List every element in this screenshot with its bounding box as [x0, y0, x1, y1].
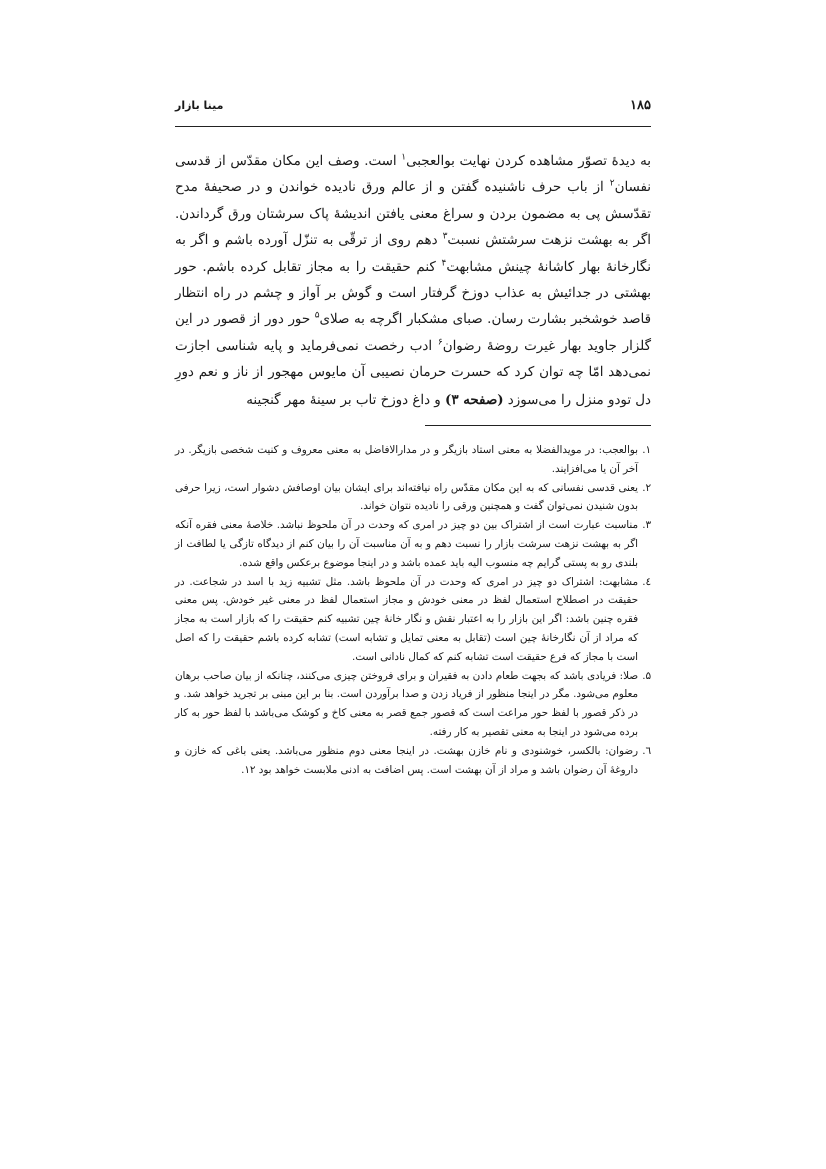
footnote-ref: ۶	[437, 337, 443, 348]
page-header	[175, 98, 651, 124]
main-text	[175, 149, 651, 414]
footnote-divider	[425, 425, 651, 426]
footnote-text: صلا: فریادی باشد که بجهت طعام دادن به فقیران و برای فروختن چیزی می‌کنند، چنانکه از بیان صاحب برهان معلوم می‌شود. مگر در اینجا منظور از فریاد زدن و صدا برآوردن است. بنا بر این مبنی بر تجرید خواهد شد. و در ذکر قصور با لفظ حور مراعت است که قصور جمع قصر به معنی کاخ و کوشک می‌باشد با لفظ حور به کار برده می‌شود در اینجا به معنی تقصیر به کار رفته.	[175, 669, 638, 739]
header-divider	[175, 126, 651, 127]
text-segment: است. وصف این مکان مقدّس از قدسی نفسان	[175, 154, 651, 196]
footnote-number: ۳.	[642, 519, 651, 532]
text-segment: به دیدهٔ تصوّر مشاهده کردن نهایت بوالعجبی	[406, 154, 652, 169]
footnote-ref: ۳	[442, 231, 448, 242]
footnote-number: ٤.	[642, 575, 651, 588]
footnote-number: ۲.	[642, 481, 651, 494]
text-segment: دهم روی از ترقّی به تنزّل آورده باشم و اگر به نگارخانهٔ بهار کاشانهٔ چینش مشابهت	[175, 233, 651, 275]
page-number: ۱۸۵	[630, 98, 651, 113]
footnote-item	[175, 742, 651, 780]
footnote-item	[175, 667, 651, 742]
footnote-ref: ۲	[609, 178, 615, 189]
footnote-text: یعنی قدسی نفسانی که به این مکان مقدّس راه نیافته‌اند برای ایشان بیان اوصافش دشوار است، زیرا حرفی بدون شنیدن نمی‌توان گفت و همچنین ورقی را نادیده نتوان خواند.	[175, 481, 638, 513]
text-segment: ادب رخصت نمی‌فرماید و پایه شناسی اجازت نمی‌دهد امّا چه توان کرد که حسرت حرمان نصیبی آن مایوس مهجور از ناز و نعم دورِ دل تودو منزل را می‌سوزد	[175, 338, 651, 408]
footnote-text: مشابهت: اشتراک دو چیز در امری که وحدت در آن ملحوظ باشد. مثل تشبیه زید با اسد در شجاعت. در حقیقت در اصطلاح استعمال لفظ در معنی خودش و مجاز استعمال لفظ در معنی غیر خودش. پس معنی فقره چنین باشد: اگر این بازار را به اعتبار نقش و نگار خانهٔ چین تشبیه کنم حقیقت را که بازار است به مجاز که مراد از آن نگارخانهٔ چین است (تقابل به معنی تمایل و تشابه است) تشابه کرده باشم حقیقت را که اصل است با مجاز که فرع حقیقت است تشابه کنم که کمال نادانی است.	[175, 575, 638, 663]
footnote-item	[175, 516, 651, 572]
footnote-number: ۱.	[642, 444, 651, 457]
footnote-text: مناسبت عبارت است از اشتراک بین دو چیز در امری که وحدت در آن ملحوظ نباشد. خلاصهٔ معنی فقره آنکه اگر به بهشت نزهت سرشت بازار را نسبت دهم و به آن مناسبت آن را بیان کنم از دیدگاه تازگی یا لطافت از بلندی رو به پستی گرایم چه منسوب الیه باید عمده باشد و در اینجا موضوع برعکس واقع شده.	[175, 519, 638, 569]
book-page	[175, 98, 651, 779]
footnote-ref: ۱	[401, 152, 407, 163]
footnote-item	[175, 441, 651, 479]
text-segment: حور دور از قصور در این گلزار جاوید بهار غیرت روضهٔ رضوان	[175, 312, 651, 354]
running-title: مینا بازار	[175, 99, 224, 112]
text-segment: از باب حرف ناشنیده گفتن و از عالم ورق نادیده خواندن و در صحیفهٔ مدح تقدّسش پی به مضمون بردن و سراغ معنی یافتن اندیشهٔ پاک سرشتان ورق گرداندن. اگر به بهشت نزهت سرشتش نسبت	[175, 180, 651, 249]
text-segment: و داغ دوزخ تاب بر سینهٔ مهر گنجینه	[246, 392, 446, 408]
main-paragraph	[175, 149, 651, 414]
page-reference: (صفحه ۳)	[445, 391, 504, 408]
footnotes-list	[175, 441, 651, 779]
footnote-ref: ۴	[441, 258, 447, 269]
footnote-text: رضوان: بالکسر، خوشنودی و نام خازن بهشت. در اینجا معنی دوم منظور می‌باشد. یعنی باغی که خازن و داروغهٔ آن رضوان باشد و مراد از آن بهشت است. پس اضافت به ادنی ملابست خواهد بود ۱۲.	[175, 744, 638, 776]
footnote-text: بوالعجب: در مویدالفضلا به معنی استاد بازیگر و در مدارالافاضل به معنی معروف و کنیت شخصی بازیگر. در آخر آن یا می‌افزایند.	[175, 444, 638, 475]
footnote-item	[175, 479, 651, 517]
footnote-item	[175, 573, 651, 667]
text-segment: کنم حقیقت را به مجاز تقابل کرده باشم. حور بهشتی در جدائیش به عذاب دوزخ گرفتار است و گوش بر آواز و چشم در راه انتظار قاصد خوشخبر بشارت رسان. صبای مشکبار اگرچه به صلای	[175, 259, 651, 328]
footnote-ref: ۵	[314, 310, 320, 321]
footnote-number: ۵.	[642, 669, 651, 682]
footnote-number: ٦.	[642, 744, 651, 757]
